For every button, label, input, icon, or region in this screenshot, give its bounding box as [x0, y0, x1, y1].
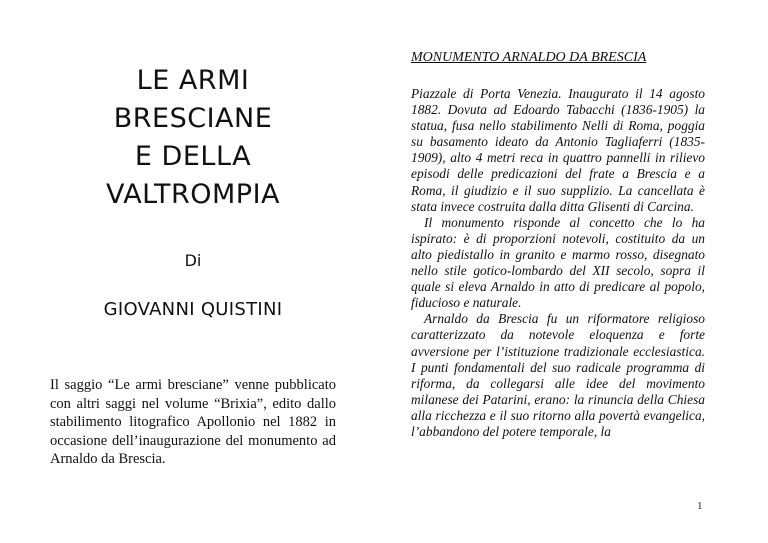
book-title [50, 62, 336, 214]
title-line: E DELLA [134, 141, 252, 172]
body-text [411, 86, 705, 440]
title-line: VALTROMPIA [105, 179, 281, 210]
right-page [411, 0, 705, 543]
page-number: 1 [697, 500, 703, 512]
section-heading: MONUMENTO ARNALDO DA BRESCIA [411, 50, 647, 65]
body-paragraph: Piazzale di Porta Venezia. Inaugurato il 14 agosto 1882. Dovuta ad Edoardo Tabacchi (1836-1905) la statua, fusa nello stabilimento Nelli di Roma, poggia su basamento ideato da Antonio Tagliaferri (1835-1909), alto 4 metri reca in quattro pannelli in rilievo episodi delle predicazioni del frate a Brescia e a Roma, il giudizio e il suo supplizio. La cancellata è stata invece costruita dalla ditta Glisenti di Carcina. [411, 86, 705, 214]
by-line: Di [184, 251, 202, 270]
title-line: BRESCIANE [113, 103, 273, 134]
body-paragraph: Il monumento risponde al concetto che lo ha ispirato: è di proporzioni notevoli, costituito da un alto piedistallo in granito e marmo rosso, disegnato nello stile gotico-lombardo del XII secolo, sopra il quale si eleva Arnaldo in atto di predicare al popolo, fiducioso e naturale. [411, 214, 705, 311]
title-line: LE ARMI [136, 65, 250, 96]
left-page [50, 0, 336, 543]
body-paragraph: Arnaldo da Brescia fu un riformatore religioso caratterizzato da notevole eloquenza e forte avversione per l’istituzione tradizionale ecclesiastica. I punti fondamentali del suo radicale programma di riforma, da collegarsi alle idee del movimento milanese dei Patarini, erano: la rinuncia della Chiesa alla ricchezza e il suo ritorno alla povertà evangelica, l’abbandono del potere temporale, la [411, 311, 705, 439]
intro-paragraph: Il saggio “Le armi bresciane” venne pubblicato con altri saggi nel volume “Brixia”, edito dallo stabilimento litografico Apollonio nel 1882 in occasione dell’inaugurazione del monumento ad Arnaldo da Brescia. [50, 377, 336, 468]
author-name: GIOVANNI QUISTINI [103, 299, 283, 320]
